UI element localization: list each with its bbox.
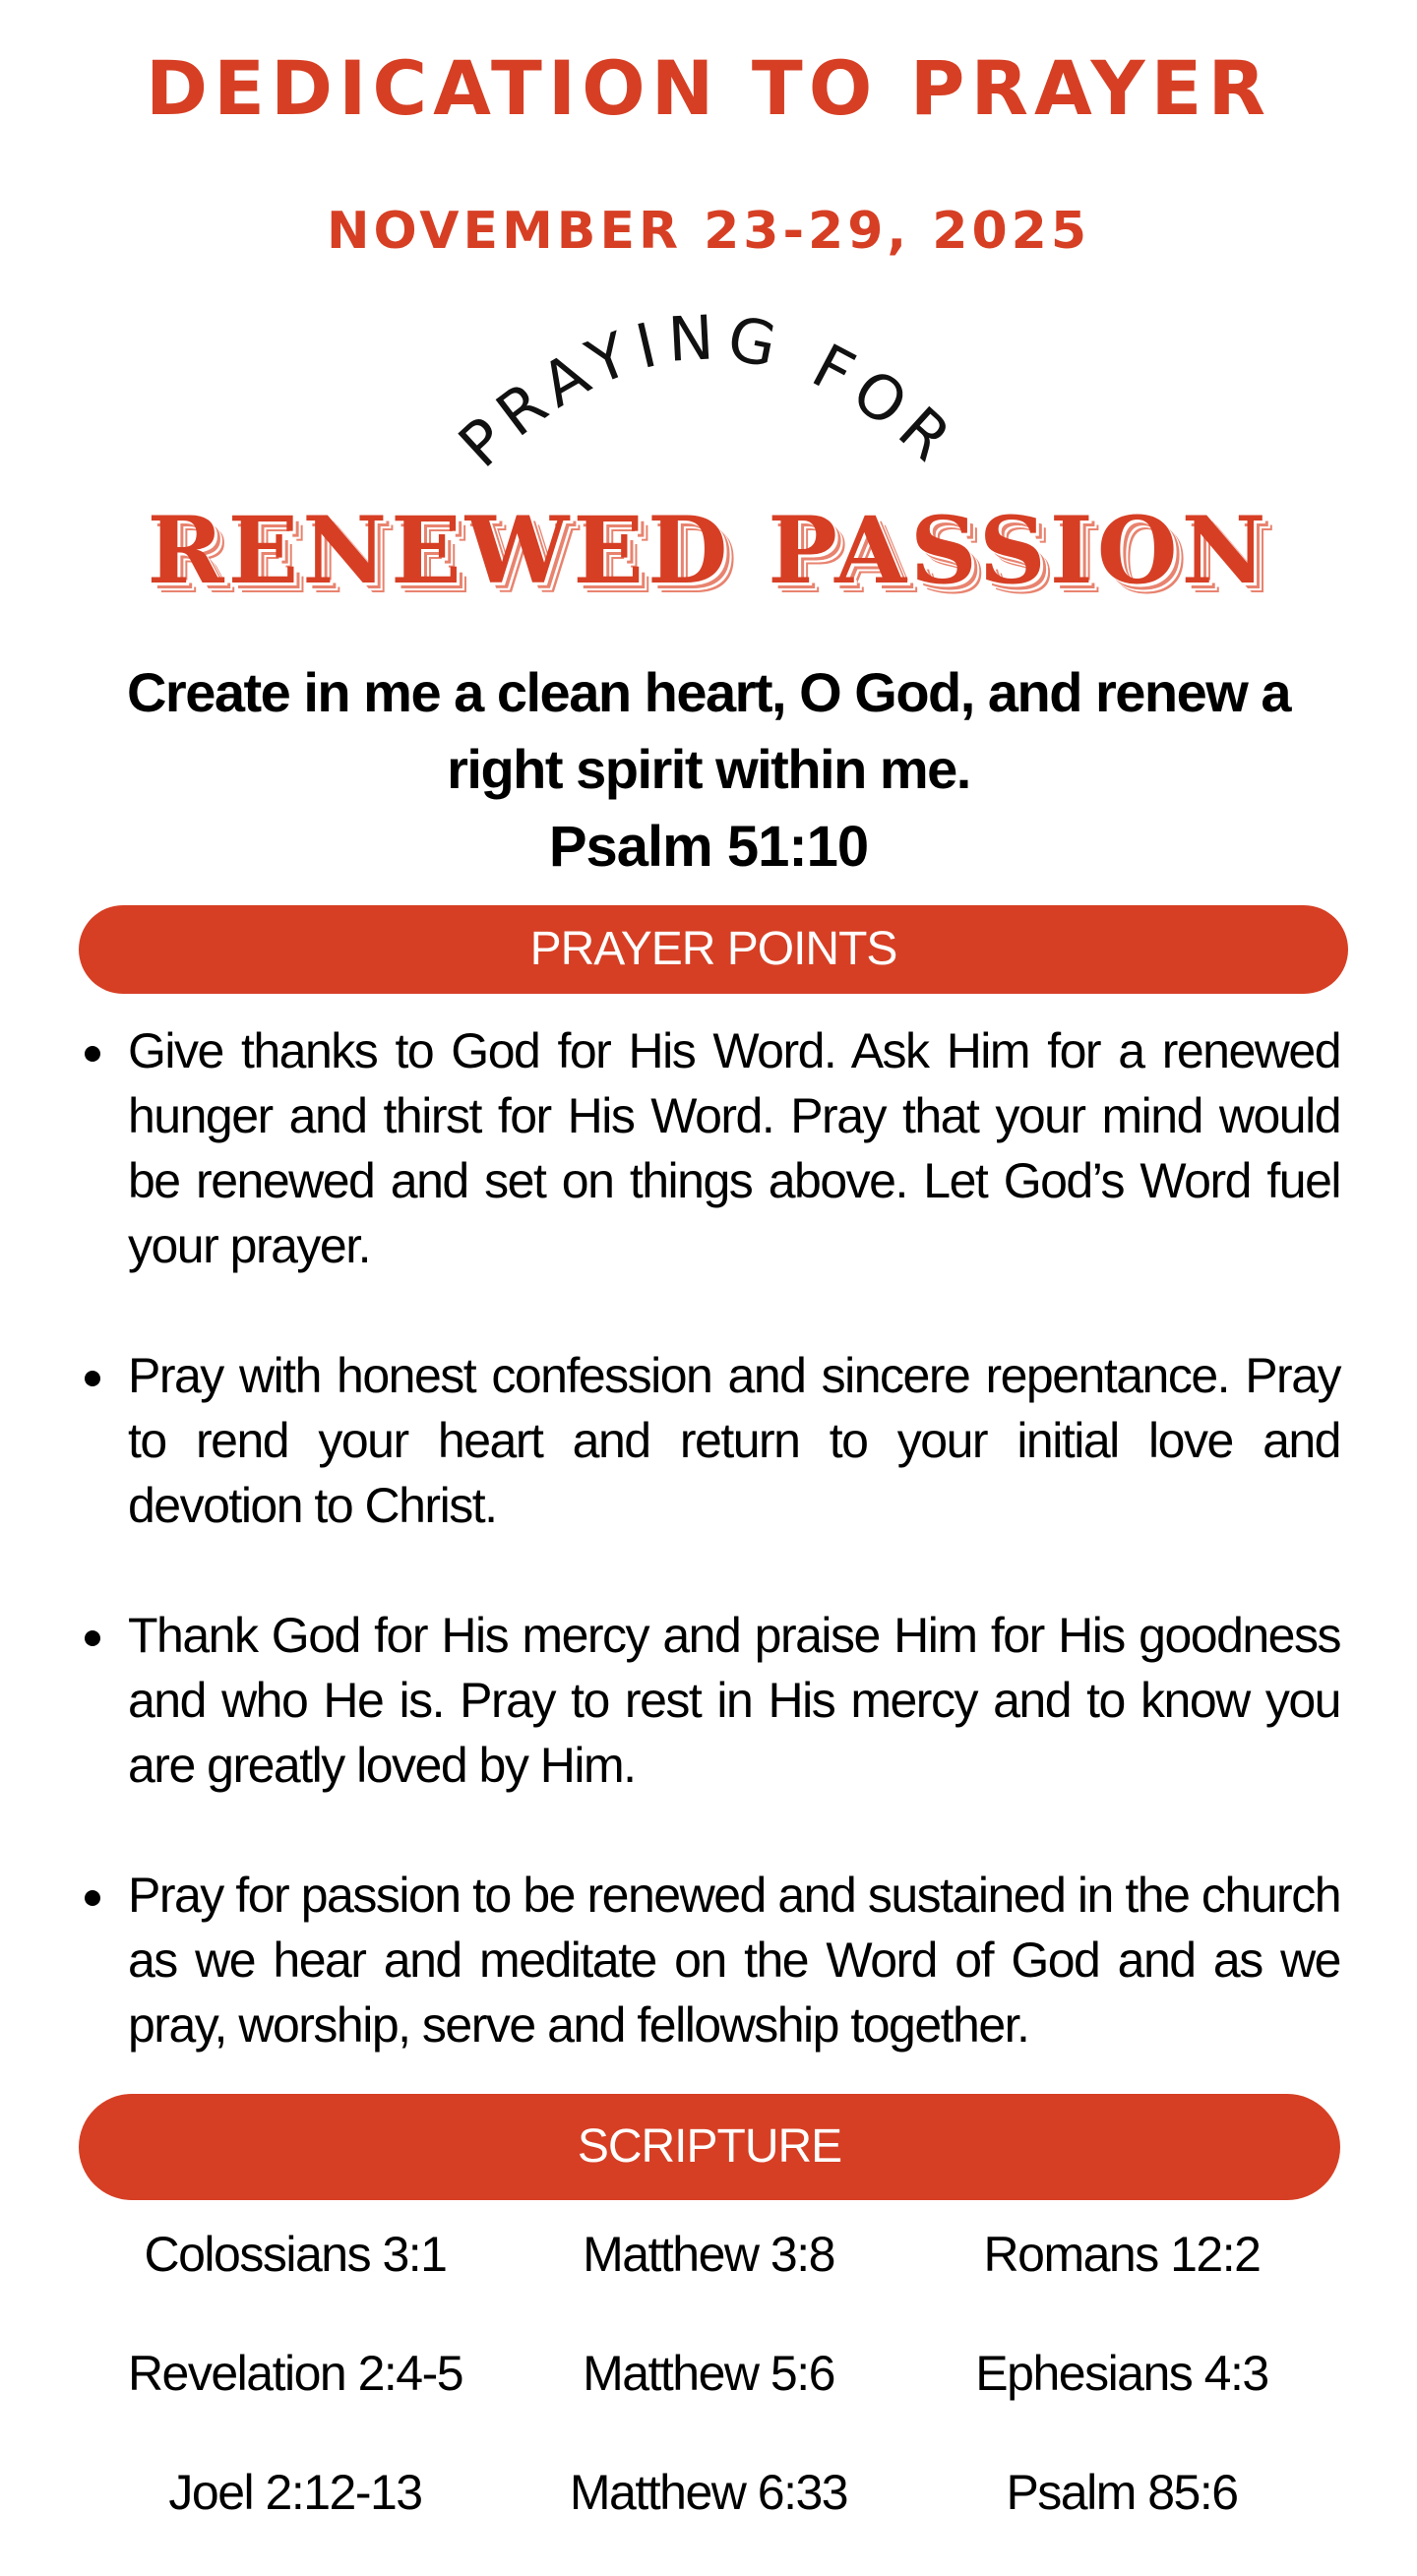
scripture-references [98,2219,1319,2576]
arc-text [445,301,972,481]
scripture-ref: Joel 2:12-13 [168,2465,422,2520]
prayer-points-heading: PRAYER POINTS [79,905,1348,994]
prayer-point-text: Give thanks to God for His Word. Ask Him for a renewed hunger and thirst for His Word. Pray that your mind would be renewed and set on things above. Let God’s Word fuel your prayer. [128,1023,1340,1273]
bullet-icon [85,1890,100,1906]
bullet-icon [85,1371,100,1386]
scripture-ref: Revelation 2:4-5 [127,2346,463,2401]
prayer-point [79,1603,1340,1798]
scripture-ref: Matthew 5:6 [583,2346,834,2401]
scripture-ref: Matthew 3:8 [583,2227,834,2282]
verse-text: Create in me a clean heart, O God, and renew a right spirit within me. [126,661,1291,800]
prayer-point-text: Pray for passion to be renewed and sustained in the church as we hear and meditate on the Word of God and as we pray, worship, serve and fellowship together. [128,1868,1340,2053]
bullet-icon [85,1630,100,1646]
scripture-heading: SCRIPTURE [79,2094,1340,2200]
prayer-point [79,1343,1340,1538]
page-title: DEDICATION TO PRAYER [146,44,1271,132]
scripture-ref: Romans 12:2 [983,2227,1261,2282]
prayer-point-text: Thank God for His mercy and praise Him for His goodness and who He is. Pray to rest in His mercy and to know you are greatly loved by Him. [128,1608,1340,1793]
scripture-ref: Psalm 85:6 [1006,2465,1238,2520]
date-range: NOVEMBER 23-29, 2025 [326,202,1091,261]
praying-for-arc [413,285,1004,502]
scripture-ref: Ephesians 4:3 [975,2346,1268,2401]
prayer-point [79,1863,1340,2057]
headline: RENEWED PASSION [147,497,1270,605]
verse-reference: Psalm 51:10 [548,815,869,879]
scripture-ref: Colossians 3:1 [144,2227,447,2282]
prayer-point-text: Pray with honest confession and sincere repentance. Pray to rend your heart and return to your initial love and devotion to Christ. [128,1348,1340,1533]
arc-text-path: PRAYING FOR [445,300,972,481]
bullet-icon [85,1046,100,1062]
scripture-ref: Matthew 6:33 [569,2465,848,2520]
prayer-points-list [79,1018,1340,2122]
prayer-point [79,1018,1340,1278]
